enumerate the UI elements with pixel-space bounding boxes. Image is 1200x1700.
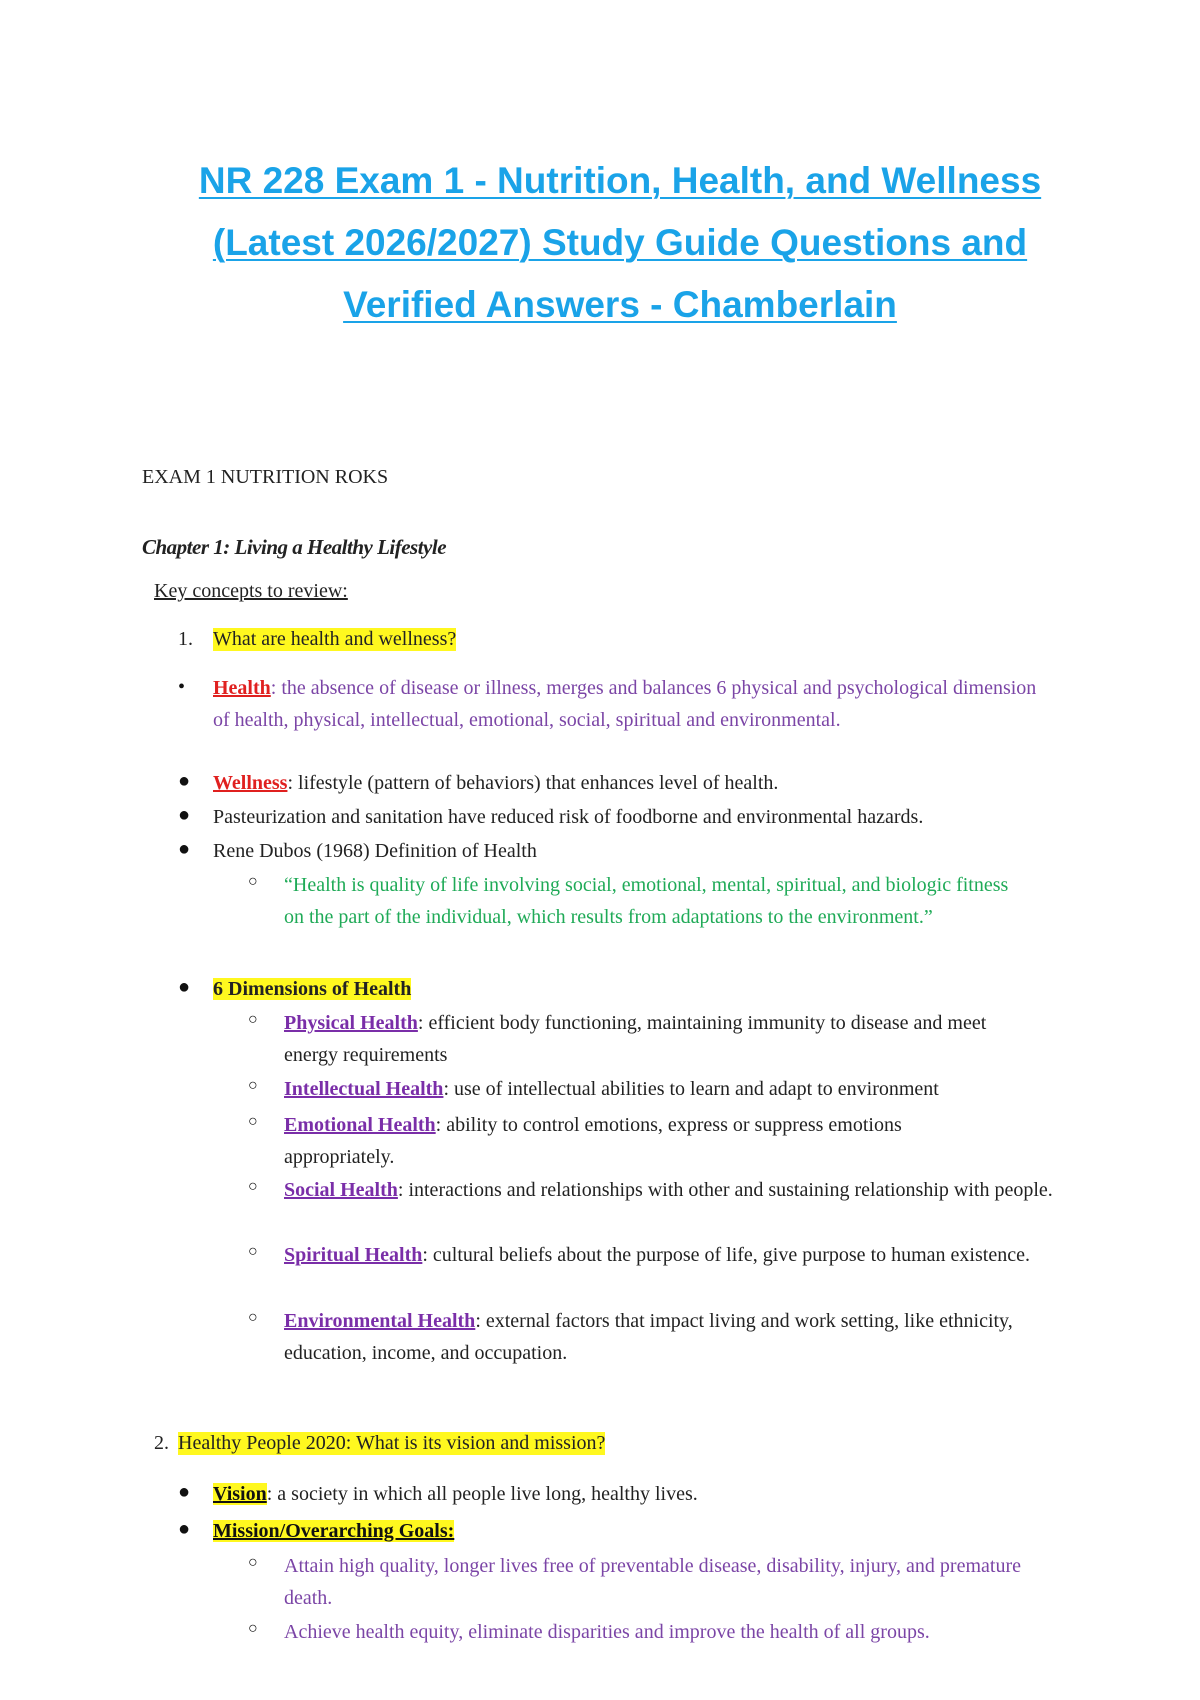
dimension-environmental [284, 1305, 1044, 1369]
circle-marker: ○ [248, 873, 258, 890]
mission-heading [213, 1515, 1043, 1547]
dimension-term: Spiritual Health [284, 1244, 423, 1266]
dimension-social [284, 1174, 1074, 1206]
wellness-term: Wellness [213, 772, 288, 794]
circle-marker: ○ [248, 1243, 258, 1260]
dimensions-heading-text: 6 Dimensions of Health [213, 978, 412, 1000]
dimension-def: : interactions and relationships with other and sustaining relationship with people. [397, 1179, 1053, 1201]
dubos-label: Rene Dubos (1968) Definition of Health [213, 840, 537, 862]
mission-heading-text: Mission/Overarching Goals: [213, 1520, 455, 1542]
question-2-text: Healthy People 2020: What is its vision and mission? [178, 1432, 606, 1454]
circle-marker: ○ [248, 1620, 258, 1637]
dimension-def: : external factors that impact living and work setting, like ethnicity, education, income, and occupation. [284, 1310, 1013, 1364]
wellness-definition [213, 767, 1043, 799]
exam-label: EXAM 1 NUTRITION ROKS [142, 466, 389, 488]
question-1-number: 1. [178, 628, 193, 650]
document-title [60, 150, 1180, 336]
circle-marker: ○ [248, 1077, 258, 1094]
circle-marker: ○ [248, 1554, 258, 1571]
dimensions-heading [213, 973, 1043, 1005]
vision-term: Vision [213, 1483, 267, 1505]
dimension-def: : cultural beliefs about the purpose of life, give purpose to human existence. [422, 1244, 1030, 1266]
dubos-quote: “Health is quality of life involving social, emotional, mental, spiritual, and biologic fitness on the part of the individual, which results from adaptations to the environment.” [284, 874, 1009, 928]
dimension-term: Environmental Health [284, 1310, 476, 1332]
title-line-2: (Latest 2026/2027) Study Guide Questions and [212, 222, 1028, 263]
dimension-physical [284, 1007, 1044, 1071]
dimension-term: Intellectual Health [284, 1078, 444, 1100]
dimension-term: Emotional Health [284, 1114, 436, 1136]
vision-def: : a society in which all people live long, healthy lives. [266, 1483, 698, 1505]
circle-marker: ○ [248, 1113, 258, 1130]
bullet-marker: ● [178, 838, 191, 860]
dimension-def: : efficient body functioning, maintaining immunity to disease and meet energy requirements [284, 1012, 987, 1066]
dimension-term: Social Health [284, 1179, 398, 1201]
bullet-marker: ● [178, 804, 191, 826]
mission-goal-1: Attain high quality, longer lives free of preventable disease, disability, injury, and premature death. [284, 1555, 1021, 1609]
dimension-intellectual [284, 1073, 1084, 1105]
chapter-heading: Chapter 1: Living a Healthy Lifestyle [142, 535, 447, 559]
health-definition [213, 672, 1043, 736]
bullet-marker: ● [178, 1518, 191, 1540]
title-line-1: NR 228 Exam 1 - Nutrition, Health, and Wellness [198, 160, 1042, 201]
health-term: Health [213, 677, 271, 699]
circle-marker: ○ [248, 1011, 258, 1028]
bullet-marker: ● [178, 770, 191, 792]
dimension-spiritual [284, 1239, 1044, 1271]
vision-statement [213, 1478, 1043, 1510]
health-def: : the absence of disease or illness, merges and balances 6 physical and psychological dimension of health, physical, intellectual, emotional, social, spiritual and environmental. [213, 677, 1037, 731]
title-line-3: Verified Answers - Chamberlain [343, 284, 897, 325]
question-1-text: What are health and wellness? [213, 628, 457, 650]
bullet-marker: ● [178, 1481, 191, 1503]
dimension-def: : ability to control emotions, express or suppress emotions appropriately. [284, 1114, 902, 1168]
dimension-def: : use of intellectual abilities to learn and adapt to environment [443, 1078, 939, 1100]
bullet-marker: ● [178, 976, 191, 998]
pasteurization-note: Pasteurization and sanitation have reduced risk of foodborne and environmental hazards. [213, 806, 924, 828]
circle-marker: ○ [248, 1178, 258, 1195]
question-2-number: 2. [154, 1432, 169, 1454]
dimension-emotional [284, 1109, 1004, 1173]
circle-marker: ○ [248, 1309, 258, 1326]
mission-goal-2: Achieve health equity, eliminate disparities and improve the health of all groups. [284, 1621, 930, 1643]
bullet-marker: • [178, 676, 186, 698]
wellness-def: : lifestyle (pattern of behaviors) that enhances level of health. [287, 772, 779, 794]
key-concepts-label: Key concepts to review: [154, 580, 348, 602]
dimension-term: Physical Health [284, 1012, 418, 1034]
